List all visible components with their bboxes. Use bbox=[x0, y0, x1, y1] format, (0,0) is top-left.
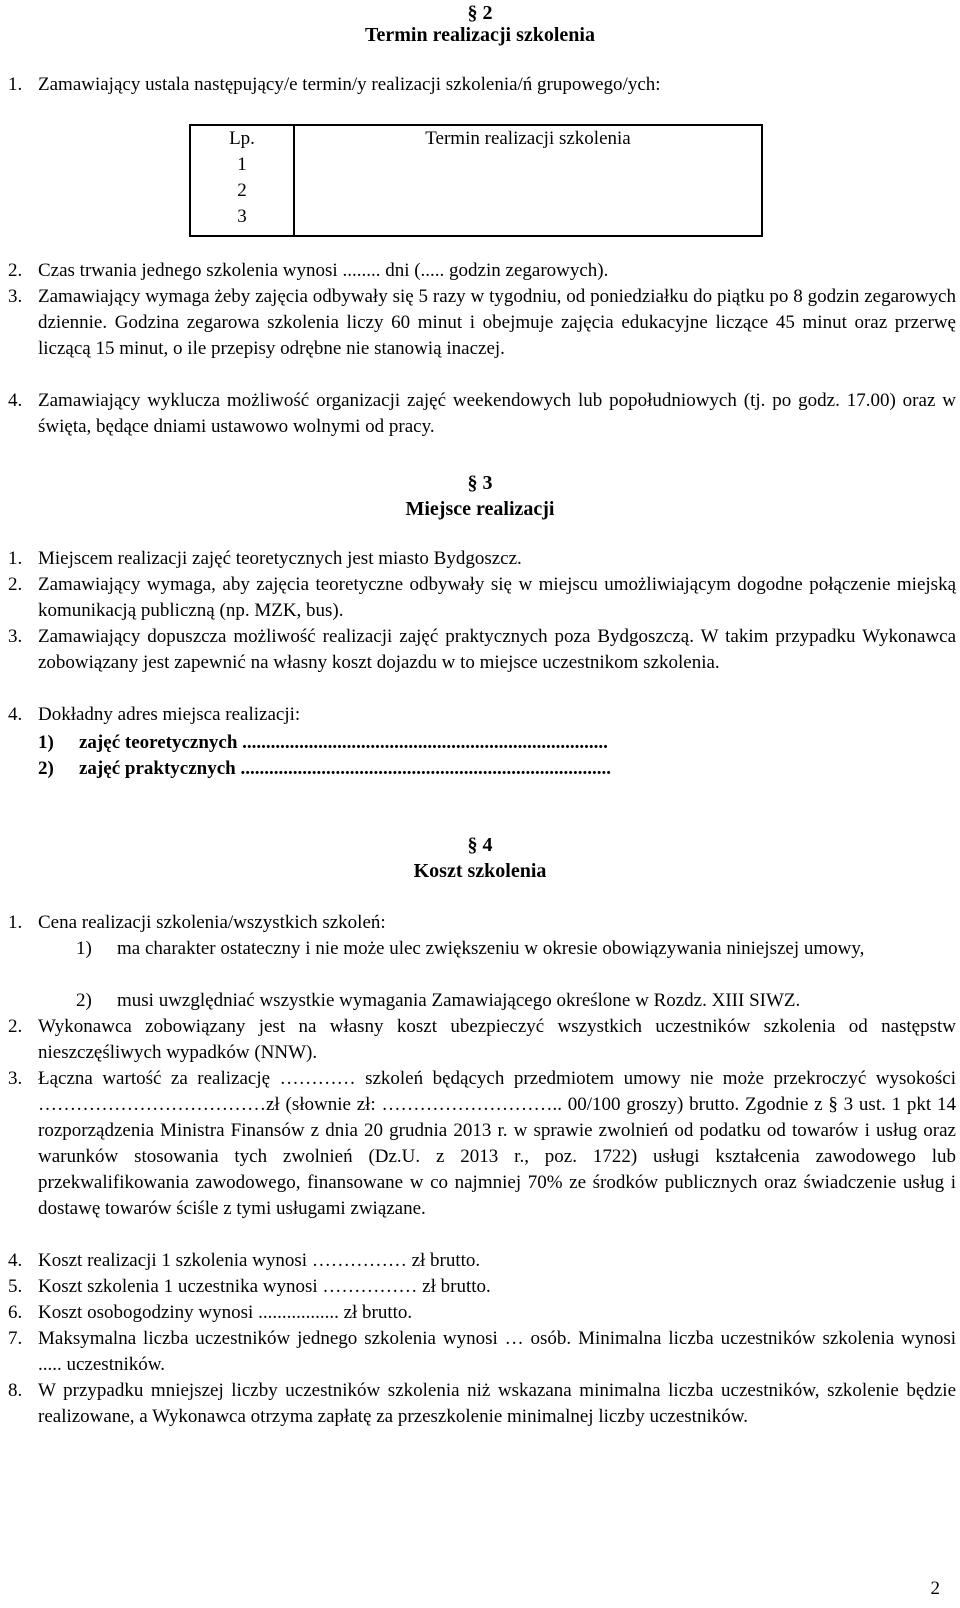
s4-subitem-1 bbox=[76, 936, 936, 962]
s4-item-7 bbox=[8, 1326, 956, 1378]
schedule-table bbox=[189, 124, 763, 237]
s2-item-3 bbox=[8, 284, 956, 362]
item-number: 4. bbox=[8, 390, 23, 411]
s3-item-1 bbox=[8, 546, 956, 572]
item-number: 8. bbox=[8, 1380, 23, 1401]
subitem-text: ma charakter ostateczny i nie może ulec zwiększeniu w okresie obowiązywania niniejszej umowy, bbox=[117, 938, 865, 959]
s4-item-3 bbox=[8, 1066, 956, 1222]
section-4-symbol: § 4 bbox=[467, 834, 493, 856]
s4-item-5 bbox=[8, 1274, 956, 1300]
subitem-number: 2) bbox=[38, 758, 54, 779]
item-number: 4. bbox=[8, 1250, 23, 1271]
item-text: Zamawiający wymaga żeby zajęcia odbywały się 5 razy w tygodniu, od poniedziałku do piątku po 8 godzin zegarowych dziennie. Godzina zegarowa szkolenia liczy 60 minut i obejmuje zajęcia edukacyjne liczące 45 minut oraz przerwę liczącą 15 minut, o ile przepisy odrębne nie stanowią inaczej. bbox=[38, 286, 956, 359]
table-header-term: Termin realizacji szkolenia bbox=[425, 128, 631, 149]
item-text: Łączna wartość za realizację ………… szkoleń będących przedmiotem umowy nie może przekroczyć wysokości ………………………………zł (słownie zł: ……………………….. 00/100 groszy) brutto. Zgodnie z § 3 ust. 1 pkt 14 rozporządzenia Ministra Finansów z dnia 20 grudnia 2013 r. w sprawie zwolnień od podatku od towarów i usług oraz warunków stosowania tych zwolnień (Dz.U. z 2013 r., poz. 1722) usługi kształcenia zawodowego lub przekwalifikowania zawodowego, finansowane w co najmniej 70% ze środków publicznych oraz świadczenie usług i dostawę towarów ściśle z tymi usługami związane. bbox=[38, 1068, 956, 1219]
item-text: Koszt szkolenia 1 uczestnika wynosi …………… zł brutto. bbox=[38, 1276, 491, 1297]
item-number: 2. bbox=[8, 574, 23, 595]
item-text: Maksymalna liczba uczestników jednego szkolenia wynosi … osób. Minimalna liczba uczestników szkolenia wynosi ..... uczestników. bbox=[38, 1328, 956, 1375]
s4-item-1 bbox=[8, 910, 956, 936]
page-number: 2 bbox=[930, 1578, 940, 1599]
s3-item-4 bbox=[8, 702, 956, 728]
term-column bbox=[294, 125, 762, 236]
item-number: 6. bbox=[8, 1302, 23, 1323]
s3-item-3 bbox=[8, 624, 956, 676]
item-text: Czas trwania jednego szkolenia wynosi ........ dni (..... godzin zegarowych). bbox=[38, 260, 609, 281]
item-number: 7. bbox=[8, 1328, 23, 1349]
s4-item-8 bbox=[8, 1378, 956, 1430]
item-text: Koszt realizacji 1 szkolenia wynosi …………… zł brutto. bbox=[38, 1250, 481, 1271]
lp-column bbox=[190, 125, 294, 236]
s3-item-2 bbox=[8, 572, 956, 624]
item-number: 3. bbox=[8, 286, 23, 307]
subitem-number: 2) bbox=[76, 990, 92, 1011]
item-number: 1. bbox=[8, 912, 23, 933]
item-text: W przypadku mniejszej liczby uczestników szkolenia niż wskazana minimalna liczba uczestników, szkolenie będzie realizowane, a Wykonawca otrzyma zapłatę za przeszkolenie minimalnej liczby uczestników. bbox=[38, 1380, 956, 1427]
item-number: 2. bbox=[8, 1016, 23, 1037]
table-cell-lp: 1 bbox=[237, 154, 247, 175]
s4-item-6 bbox=[8, 1300, 956, 1326]
item-number: 1. bbox=[8, 548, 23, 569]
section-3-symbol: § 3 bbox=[467, 472, 493, 494]
s3-subitem-2 bbox=[38, 756, 898, 782]
item-text: Zamawiający wyklucza możliwość organizacji zajęć weekendowych lub popołudniowych (tj. po godz. 17.00) oraz w święta, będące dniami ustawowo wolnymi od pracy. bbox=[38, 390, 956, 437]
s4-item-2 bbox=[8, 1014, 956, 1066]
item-text: Zamawiający wymaga, aby zajęcia teoretyczne odbywały się w miejscu umożliwiającym dogodne połączenie miejską komunikacją publiczną (np. MZK, bus). bbox=[38, 574, 956, 621]
item-number: 3. bbox=[8, 1068, 23, 1089]
item-text: Zamawiający dopuszcza możliwość realizacji zajęć praktycznych poza Bydgoszczą. W takim przypadku Wykonawca zobowiązany jest zapewnić na własny koszt dojazdu w to miejsce uczestnikom szkolenia. bbox=[38, 626, 956, 673]
item-text: Dokładny adres miejsca realizacji: bbox=[38, 704, 301, 725]
subitem-number: 1) bbox=[38, 732, 54, 753]
item-text: Wykonawca zobowiązany jest na własny koszt ubezpieczyć wszystkich uczestników szkolenia od następstw nieszczęśliwych wypadków (NNW). bbox=[38, 1016, 956, 1063]
table-cell-lp: 3 bbox=[237, 206, 247, 227]
item-text: Cena realizacji szkolenia/wszystkich szkoleń: bbox=[38, 912, 386, 933]
item-number: 4. bbox=[8, 704, 23, 725]
subitem-text: zajęć teoretycznych ............................................................................. bbox=[79, 732, 608, 753]
item-text: Koszt osobogodziny wynosi ................. zł brutto. bbox=[38, 1302, 413, 1323]
subitem-number: 1) bbox=[76, 938, 92, 959]
s2-item-2 bbox=[8, 258, 956, 284]
s2-item-1 bbox=[8, 72, 956, 98]
item-text: Zamawiający ustala następujący/e termin/y realizacji szkolenia/ń grupowego/ych: bbox=[38, 74, 661, 95]
s4-item-4 bbox=[8, 1248, 956, 1274]
section-3-title: Miejsce realizacji bbox=[405, 498, 555, 520]
section-2-title: Termin realizacji szkolenia bbox=[365, 24, 595, 46]
item-number: 2. bbox=[8, 260, 23, 281]
table-header-lp: Lp. bbox=[229, 128, 255, 149]
s2-item-4 bbox=[8, 388, 956, 440]
section-4-title: Koszt szkolenia bbox=[413, 860, 547, 882]
subitem-text: zajęć praktycznych .............................................................................. bbox=[79, 758, 611, 779]
s4-subitem-2 bbox=[76, 988, 936, 1014]
s3-subitem-1 bbox=[38, 730, 898, 756]
item-number: 5. bbox=[8, 1276, 23, 1297]
item-number: 3. bbox=[8, 626, 23, 647]
item-number: 1. bbox=[8, 74, 23, 95]
section-2-symbol: § 2 bbox=[467, 2, 493, 24]
item-text: Miejscem realizacji zajęć teoretycznych jest miasto Bydgoszcz. bbox=[38, 548, 522, 569]
table-cell-lp: 2 bbox=[237, 180, 247, 201]
subitem-text: musi uwzględniać wszystkie wymagania Zamawiającego określone w Rozdz. XIII SIWZ. bbox=[117, 990, 801, 1011]
